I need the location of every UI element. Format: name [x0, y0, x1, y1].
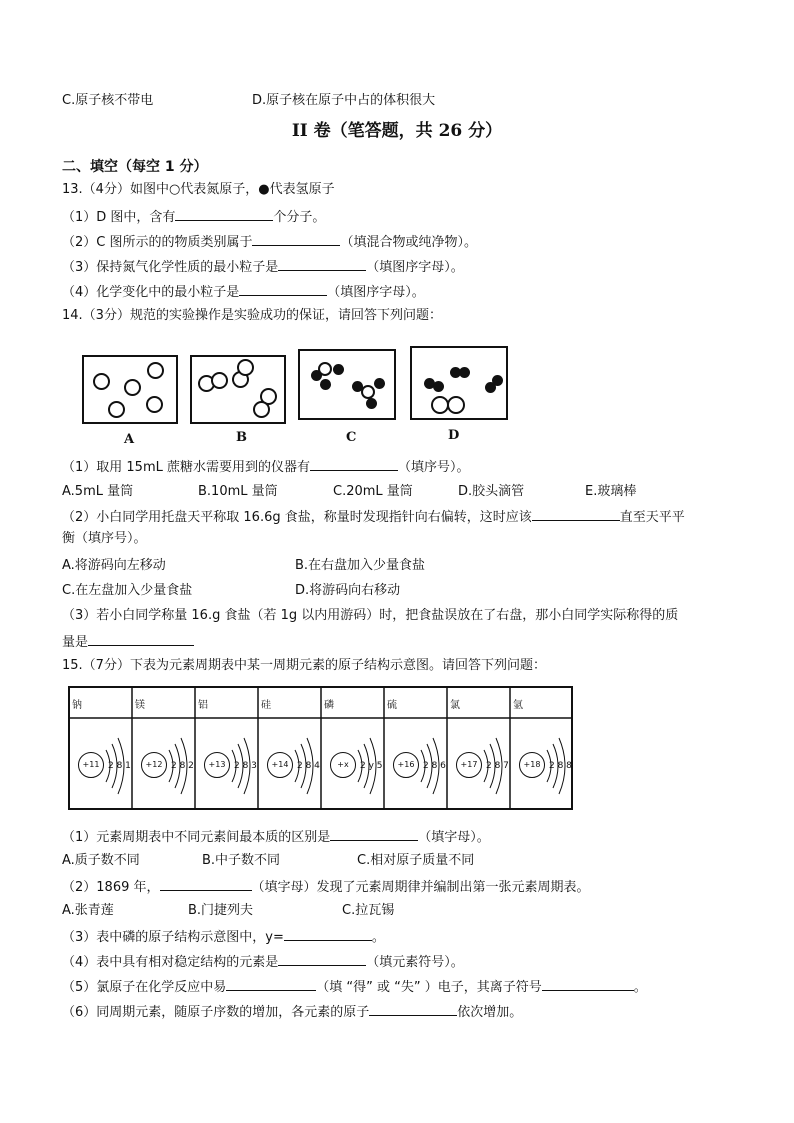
- figure-box-d: [410, 346, 508, 420]
- part-title: II 卷（笔答题，共 26 分）: [291, 121, 503, 141]
- q15-sub3: [62, 927, 385, 947]
- nucleus: +14: [267, 752, 293, 778]
- q14-option-c: C.20mL 量筒: [333, 484, 413, 499]
- q14-option-a: A.5mL 量筒: [62, 484, 134, 499]
- nucleus: +18: [519, 752, 545, 778]
- section-title: 二、填空（每空 1 分）: [62, 159, 208, 175]
- answer-blank[interactable]: [226, 977, 316, 991]
- answer-blank[interactable]: [239, 282, 327, 296]
- q13-sub4: [62, 282, 425, 302]
- q14-sub3-cont: [62, 632, 194, 652]
- element-name: 硅: [261, 700, 271, 711]
- shell-electrons: 2 8 7: [486, 761, 509, 771]
- nitrogen-atom: [211, 372, 228, 389]
- nitrogen-atom: [447, 396, 465, 414]
- nucleus: +16: [393, 752, 419, 778]
- figure-box-a: [82, 355, 178, 424]
- answer-blank[interactable]: [542, 977, 634, 991]
- answer-blank[interactable]: [252, 232, 340, 246]
- shell-electrons: 2 y 5: [360, 761, 383, 771]
- q13-sub1: [62, 207, 325, 227]
- element-cell: [68, 686, 131, 810]
- element-cell: [194, 686, 257, 810]
- shell-electrons: 2 8 1: [108, 761, 131, 771]
- shell-electrons: 2 8 8: [549, 761, 572, 771]
- figure-box-b: [190, 355, 286, 424]
- answer-blank[interactable]: [278, 952, 366, 966]
- element-cell: [131, 686, 194, 810]
- option-d: D.原子核在原子中占的体积很大: [252, 93, 436, 108]
- nucleus: +13: [204, 752, 230, 778]
- element-name: 硫: [387, 700, 397, 711]
- q14-sub1: [62, 457, 470, 477]
- nitrogen-atom: [93, 373, 110, 390]
- q14-sub1-tail: （填序号）。: [397, 460, 470, 475]
- q15-sub2-text: （2）1869 年，: [62, 880, 160, 895]
- q13-sub2-tail: （填混合物或纯净物）。: [340, 235, 477, 250]
- answer-blank[interactable]: [369, 1002, 457, 1016]
- nitrogen-atom: [124, 379, 141, 396]
- q15-sub1-tail: （填字母）。: [418, 830, 490, 845]
- q14-option-b: B.10mL 量筒: [198, 484, 278, 499]
- hydrogen-atom: [320, 379, 331, 390]
- nucleus: +17: [456, 752, 482, 778]
- q15-sub3-tail: 。: [371, 930, 385, 945]
- periodic-table-row: [68, 686, 573, 810]
- hydrogen-atom: [374, 378, 385, 389]
- q13-sub4-text: （4）化学变化中的最小粒子是: [62, 285, 240, 300]
- q15-sub1-text: （1）元素周期表中不同元素间最本质的区别是: [62, 830, 331, 845]
- shell-electrons: 2 8 3: [234, 761, 257, 771]
- q15-sub1: [62, 827, 490, 847]
- q13-sub2-text: （2）C 图所示的的物质类别属于: [62, 235, 253, 250]
- q13-sub3-text: （3）保持氮气化学性质的最小粒子是: [62, 260, 279, 275]
- element-name: 镁: [135, 700, 145, 711]
- q14-sub2-tail: 直至天平平: [619, 510, 685, 525]
- nitrogen-atom: [237, 359, 254, 376]
- hydrogen-atom: [366, 398, 377, 409]
- q14-sub2-text: （2）小白同学用托盘天平称取 16.6g 食盐，称量时发现指针向右偏转，这时应该: [62, 510, 532, 525]
- q15-sub1-option-b: B.中子数不同: [202, 853, 281, 868]
- q15-sub2-option-b: B.门捷列夫: [188, 903, 254, 918]
- nitrogen-atom: [146, 396, 163, 413]
- q15-sub5-tail: 。: [633, 980, 647, 995]
- element-cell: [509, 686, 572, 810]
- q14-sub2-option-c: C.在左盘加入少量食盐: [62, 583, 193, 598]
- hydrogen-atom: [492, 375, 503, 386]
- q13-sub1-tail: 个分子。: [273, 210, 326, 225]
- hydrogen-atom: [433, 381, 444, 392]
- element-name: 磷: [324, 700, 334, 711]
- q15-sub2-option-c: C.拉瓦锡: [342, 903, 395, 918]
- nucleus: +12: [141, 752, 167, 778]
- shell-electrons: 2 8 4: [297, 761, 320, 771]
- element-cell: [320, 686, 383, 810]
- q15-sub1-option-a: A.质子数不同: [62, 853, 140, 868]
- q13-sub2: [62, 232, 477, 252]
- shell-electrons: 2 8 6: [423, 761, 446, 771]
- nitrogen-atom: [147, 362, 164, 379]
- answer-blank[interactable]: [160, 877, 252, 891]
- q13-stem: 13.（4分）如图中○代表氮原子，●代表氢原子: [62, 182, 335, 197]
- q14-option-d: D.胶头滴管: [458, 484, 525, 499]
- q13-sub3-tail: （填图序字母）。: [366, 260, 464, 275]
- q15-sub1-option-c: C.相对原子质量不同: [357, 853, 475, 868]
- element-name: 铝: [198, 700, 208, 711]
- answer-blank[interactable]: [330, 827, 418, 841]
- q14-sub2-option-a: A.将游码向左移动: [62, 558, 166, 573]
- nitrogen-atom: [318, 362, 332, 376]
- figure-label-c: C: [346, 430, 357, 445]
- answer-blank[interactable]: [175, 207, 273, 221]
- nucleus: +x: [330, 752, 356, 778]
- figure-label-b: B: [236, 430, 247, 445]
- q14-sub2-option-b: B.在右盘加入少量食盐: [295, 558, 426, 573]
- q14-sub3-text: 量是: [62, 635, 89, 650]
- nucleus: +11: [78, 752, 104, 778]
- q14-sub2-cont: 衡（填序号）。: [62, 531, 147, 546]
- figure-label-a: A: [124, 432, 135, 447]
- element-cell: [446, 686, 509, 810]
- hydrogen-atom: [333, 364, 344, 375]
- element-name: 钠: [72, 700, 82, 711]
- shell-electrons: 2 8 2: [171, 761, 194, 771]
- q15-sub3-text: （3）表中磷的原子结构示意图中，y=: [62, 930, 284, 945]
- q14-sub2: [62, 507, 685, 527]
- q14-option-e: E.玻璃棒: [585, 484, 637, 499]
- q15-sub4: [62, 952, 464, 972]
- answer-blank[interactable]: [284, 927, 372, 941]
- nitrogen-atom: [108, 401, 125, 418]
- answer-blank[interactable]: [310, 457, 398, 471]
- q15-sub6: [62, 1002, 522, 1022]
- answer-blank[interactable]: [278, 257, 366, 271]
- q13-sub1-text: （1）D 图中，含有: [62, 210, 176, 225]
- figure-box-c: [298, 349, 396, 420]
- q15-sub4-text: （4）表中具有相对稳定结构的元素是: [62, 955, 279, 970]
- q15-sub2-tail: （填字母）发现了元素周期律并编制出第一张元素周期表。: [251, 880, 590, 895]
- hydrogen-atom: [459, 367, 470, 378]
- q13-sub4-tail: （填图序字母）。: [327, 285, 425, 300]
- element-cell: [383, 686, 446, 810]
- q14-sub1-text: （1）取用 15mL 蔗糖水需要用到的仪器有: [62, 460, 310, 475]
- element-cell: [257, 686, 320, 810]
- element-name: 氩: [513, 700, 523, 711]
- nitrogen-atom: [361, 385, 375, 399]
- answer-blank[interactable]: [532, 507, 620, 521]
- q15-sub6-tail: 依次增加。: [457, 1005, 523, 1020]
- q15-sub5-mid: （填 “得” 或 “失” ）电子，其离子符号: [316, 980, 542, 995]
- q15-sub6-text: （6）同周期元素，随原子序数的增加，各元素的原子: [62, 1005, 370, 1020]
- element-name: 氯: [450, 700, 460, 711]
- q15-stem: 15.（7分）下表为元素周期表中某一周期元素的原子结构示意图。请回答下列问题：: [62, 658, 546, 673]
- q15-sub5-text: （5）氯原子在化学反应中易: [62, 980, 227, 995]
- q14-sub2-option-d: D.将游码向右移动: [295, 583, 401, 598]
- q14-stem: 14.（3分）规范的实验操作是实验成功的保证，请回答下列问题：: [62, 308, 442, 323]
- q15-sub2-option-a: A.张青莲: [62, 903, 114, 918]
- figure-label-d: D: [448, 428, 460, 443]
- q13-sub3: [62, 257, 464, 277]
- q14-sub3: （3）若小白同学称量 16.g 食盐（若 1g 以内用游码）时，把食盐误放在了右盘，那小白同学实际称得的质: [62, 608, 679, 623]
- answer-blank[interactable]: [88, 632, 194, 646]
- option-c: C.原子核不带电: [62, 93, 154, 108]
- nitrogen-atom: [253, 401, 270, 418]
- q15-sub4-tail: （填元素符号）。: [366, 955, 464, 970]
- q15-sub5: [62, 977, 647, 997]
- q15-sub2: [62, 877, 590, 897]
